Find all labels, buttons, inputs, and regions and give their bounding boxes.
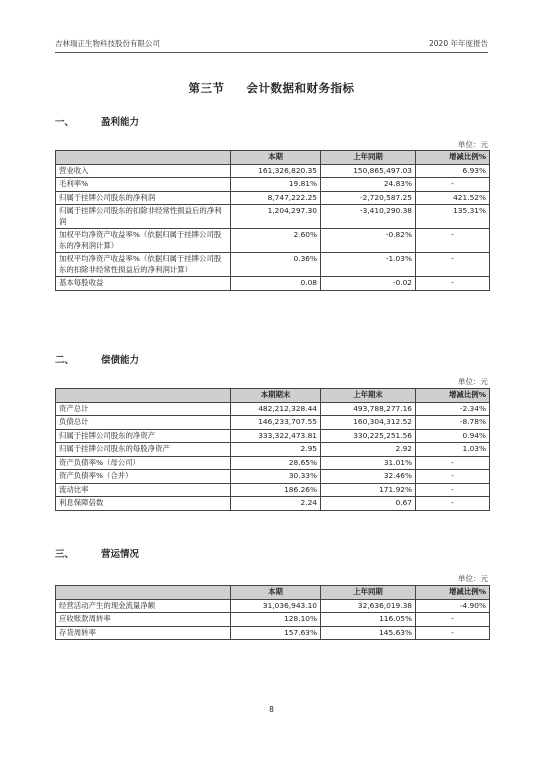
table-row bbox=[56, 470, 490, 484]
profitability-table bbox=[55, 150, 490, 291]
value-cell: 1.03% bbox=[416, 443, 490, 457]
row-label-cell: 负债总计 bbox=[56, 416, 231, 430]
row-label-cell: 经营活动产生的现金流量净额 bbox=[56, 599, 231, 613]
table-row bbox=[56, 456, 490, 470]
value-cell: - bbox=[416, 626, 490, 640]
header-cell: 增减比例% bbox=[416, 151, 490, 165]
table-row bbox=[56, 443, 490, 457]
section-number: 第三节 bbox=[188, 81, 225, 95]
table-row bbox=[56, 626, 490, 640]
header-label-cell bbox=[56, 586, 231, 600]
value-cell: 171.92% bbox=[321, 483, 416, 497]
value-cell: 128.10% bbox=[231, 613, 321, 627]
solvency-table bbox=[55, 388, 490, 511]
value-cell: 6.93% bbox=[416, 164, 490, 178]
value-cell: 161,326,820.35 bbox=[231, 164, 321, 178]
value-cell: 0.67 bbox=[321, 497, 416, 511]
value-cell: -2,720,587.25 bbox=[321, 191, 416, 205]
solvency-heading bbox=[55, 352, 139, 366]
table-row bbox=[56, 613, 490, 627]
section-name: 会计数据和财务指标 bbox=[246, 81, 355, 95]
row-label-cell: 归属于挂牌公司股东的扣除非经常性损益后的净利润 bbox=[56, 205, 231, 229]
row-label-cell: 归属于挂牌公司股东的净资产 bbox=[56, 429, 231, 443]
operations-unit: 单位：元 bbox=[458, 574, 488, 583]
value-cell: - bbox=[416, 613, 490, 627]
operations-heading bbox=[55, 546, 139, 560]
value-cell: 24.83% bbox=[321, 178, 416, 192]
value-cell: 135.31% bbox=[416, 205, 490, 229]
value-cell: - bbox=[416, 497, 490, 511]
value-cell: 482,212,328.44 bbox=[231, 402, 321, 416]
value-cell: -2.34% bbox=[416, 402, 490, 416]
page-header bbox=[55, 38, 488, 53]
table-row bbox=[56, 277, 490, 291]
row-label-cell: 资产总计 bbox=[56, 402, 231, 416]
profitability-title: 盈利能力 bbox=[101, 117, 140, 128]
table-row bbox=[56, 164, 490, 178]
value-cell: 186.26% bbox=[231, 483, 321, 497]
value-cell: -0.02 bbox=[321, 277, 416, 291]
profitability-heading bbox=[55, 114, 139, 128]
table-row bbox=[56, 497, 490, 511]
operations-number: 三、 bbox=[55, 549, 75, 560]
value-cell: -1.03% bbox=[321, 253, 416, 277]
value-cell: 333,322,473.81 bbox=[231, 429, 321, 443]
row-label-cell: 应收账款周转率 bbox=[56, 613, 231, 627]
row-label-cell: 流动比率 bbox=[56, 483, 231, 497]
solvency-number: 二、 bbox=[55, 355, 75, 366]
value-cell: 1,204,297.30 bbox=[231, 205, 321, 229]
header-cell: 本期期末 bbox=[231, 389, 321, 403]
value-cell: 145.63% bbox=[321, 626, 416, 640]
header-cell: 本期 bbox=[231, 151, 321, 165]
row-label-cell: 利息保障倍数 bbox=[56, 497, 231, 511]
value-cell: 2.95 bbox=[231, 443, 321, 457]
row-label-cell: 毛利率% bbox=[56, 178, 231, 192]
value-cell: 0.08 bbox=[231, 277, 321, 291]
table-header-row bbox=[56, 586, 490, 600]
value-cell: 30.33% bbox=[231, 470, 321, 484]
table-row bbox=[56, 416, 490, 430]
value-cell: -3,410,290.38 bbox=[321, 205, 416, 229]
row-label-cell: 基本每股收益 bbox=[56, 277, 231, 291]
value-cell: 19.81% bbox=[231, 178, 321, 192]
value-cell: - bbox=[416, 483, 490, 497]
table-header-row bbox=[56, 389, 490, 403]
table-row bbox=[56, 599, 490, 613]
value-cell: -4.90% bbox=[416, 599, 490, 613]
value-cell: 31,036,943.10 bbox=[231, 599, 321, 613]
value-cell: -8.78% bbox=[416, 416, 490, 430]
table-row bbox=[56, 429, 490, 443]
report-title: 2020 年年度报告 bbox=[429, 39, 488, 48]
value-cell: 330,225,251.56 bbox=[321, 429, 416, 443]
solvency-unit: 单位：元 bbox=[458, 377, 488, 386]
header-cell: 上年同期 bbox=[321, 151, 416, 165]
value-cell: 421.52% bbox=[416, 191, 490, 205]
table-row bbox=[56, 483, 490, 497]
value-cell: - bbox=[416, 229, 490, 253]
row-label-cell: 加权平均净资产收益率%（依据归属于挂牌公司股东的净利润计算） bbox=[56, 229, 231, 253]
table-row bbox=[56, 229, 490, 253]
value-cell: 32.46% bbox=[321, 470, 416, 484]
row-label-cell: 加权平均净资产收益率%（依据归属于挂牌公司股东的扣除非经常性损益后的净利润计算） bbox=[56, 253, 231, 277]
value-cell: 0.94% bbox=[416, 429, 490, 443]
table-row bbox=[56, 205, 490, 229]
value-cell: 160,304,312.52 bbox=[321, 416, 416, 430]
value-cell: - bbox=[416, 470, 490, 484]
table-row bbox=[56, 253, 490, 277]
solvency-title: 偿债能力 bbox=[101, 355, 140, 366]
value-cell: - bbox=[416, 178, 490, 192]
header-cell: 增减比例% bbox=[416, 389, 490, 403]
value-cell: 32,636,019.38 bbox=[321, 599, 416, 613]
operations-title: 营运情况 bbox=[101, 549, 140, 560]
operations-table bbox=[55, 585, 490, 640]
value-cell: 31.01% bbox=[321, 456, 416, 470]
header-label-cell bbox=[56, 151, 231, 165]
value-cell: - bbox=[416, 456, 490, 470]
value-cell: 2.92 bbox=[321, 443, 416, 457]
header-cell: 本期 bbox=[231, 586, 321, 600]
profitability-number: 一、 bbox=[55, 117, 75, 128]
header-cell: 增减比例% bbox=[416, 586, 490, 600]
page-number: 8 bbox=[269, 705, 274, 714]
value-cell: 28.65% bbox=[231, 456, 321, 470]
table-row bbox=[56, 178, 490, 192]
value-cell: 8,747,222.25 bbox=[231, 191, 321, 205]
value-cell: - bbox=[416, 277, 490, 291]
row-label-cell: 存货周转率 bbox=[56, 626, 231, 640]
value-cell: -0.82% bbox=[321, 229, 416, 253]
value-cell: 146,233,707.55 bbox=[231, 416, 321, 430]
header-cell: 上年同期 bbox=[321, 586, 416, 600]
table-row bbox=[56, 402, 490, 416]
row-label-cell: 资产负债率%（合并） bbox=[56, 470, 231, 484]
company-name: 吉林瑞正生物科技股份有限公司 bbox=[55, 39, 160, 48]
value-cell: 2.24 bbox=[231, 497, 321, 511]
row-label-cell: 归属于挂牌公司股东的每股净资产 bbox=[56, 443, 231, 457]
profitability-unit: 单位：元 bbox=[458, 140, 488, 149]
value-cell: 116.05% bbox=[321, 613, 416, 627]
header-cell: 上年期末 bbox=[321, 389, 416, 403]
value-cell: 157.63% bbox=[231, 626, 321, 640]
header-label-cell bbox=[56, 389, 231, 403]
value-cell: 2.60% bbox=[231, 229, 321, 253]
table-row bbox=[56, 191, 490, 205]
row-label-cell: 资产负债率%（母公司） bbox=[56, 456, 231, 470]
section-title bbox=[0, 80, 543, 96]
value-cell: 0.36% bbox=[231, 253, 321, 277]
value-cell: 150,865,497.03 bbox=[321, 164, 416, 178]
table-header-row bbox=[56, 151, 490, 165]
value-cell: 493,788,277.16 bbox=[321, 402, 416, 416]
row-label-cell: 归属于挂牌公司股东的净利润 bbox=[56, 191, 231, 205]
value-cell: - bbox=[416, 253, 490, 277]
row-label-cell: 营业收入 bbox=[56, 164, 231, 178]
